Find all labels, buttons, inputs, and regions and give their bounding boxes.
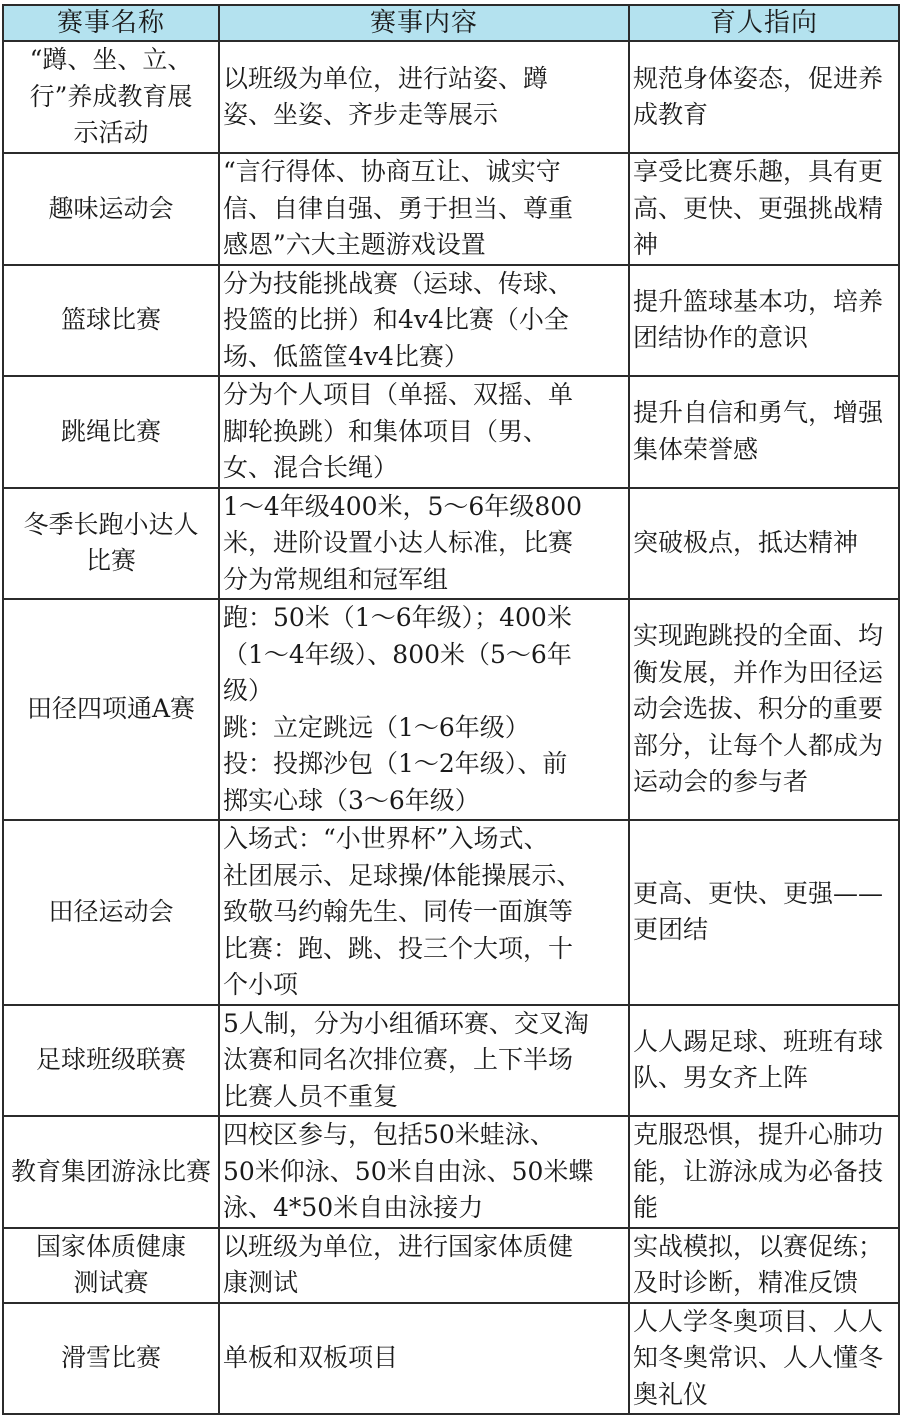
- table-row: [3, 1116, 899, 1228]
- event-content-cell: [219, 1116, 629, 1228]
- cell-text-line: 四校区参与，包括50米蛙泳、: [223, 1120, 555, 1149]
- event-name-cell: [3, 265, 219, 377]
- cell-text-line: 高、更快、更强挑战精: [633, 193, 884, 223]
- cell-text-line: 足球班级联赛: [35, 1045, 186, 1074]
- cell-text-line: 场、低篮筐4v4比赛）: [223, 341, 469, 371]
- cell-text-line: 信、自律自强、勇于担当、尊重: [223, 193, 574, 223]
- cell-text-line: 部分，让每个人都成为: [633, 730, 884, 760]
- cell-text-line: 姿、坐姿、齐步走等展示: [223, 100, 499, 129]
- header-row: [3, 5, 899, 41]
- events-table: [2, 4, 900, 1415]
- cell-text-line: 田径运动会: [48, 897, 174, 926]
- cell-text-line: 康测试: [223, 1268, 299, 1297]
- cell-text-line: 突破极点，抵达精神: [633, 528, 859, 557]
- event-name-cell: [3, 820, 219, 1005]
- cell-text-line: 知冬奥常识、人人懂冬: [633, 1343, 884, 1372]
- table-row: [3, 41, 899, 153]
- table-row: [3, 265, 899, 377]
- cell-text-line: 动会选拔、积分的重要: [633, 694, 884, 724]
- cell-text-line: 脚轮换跳）和集体项目（男、: [223, 416, 549, 446]
- cell-text-line: 5人制，分为小组循环赛、交叉淘: [223, 1008, 589, 1038]
- event-name-cell: [3, 41, 219, 153]
- cell-text-line: 提升自信和勇气，增强: [633, 398, 884, 428]
- cell-text-line: 规范身体姿态，促进养: [633, 63, 884, 93]
- event-content-cell: [219, 265, 629, 377]
- cell-text-line: 提升篮球基本功，培养: [633, 286, 884, 316]
- cell-text-line: 比赛：跑、跳、投三个大项，十: [223, 933, 574, 963]
- cell-text-line: 社团展示、足球操/体能操展示、: [223, 860, 582, 890]
- cell-text-line: 女、混合长绳）: [223, 453, 399, 482]
- cell-text-line: 致敬马约翰先生、同传一面旗等: [223, 897, 574, 926]
- educational-purpose-cell: [629, 1303, 899, 1415]
- sports-events-table: [0, 4, 900, 1409]
- educational-purpose-cell: [629, 41, 899, 153]
- cell-text-line: 投：投掷沙包（1～2年级）、前: [223, 749, 568, 778]
- cell-text-line: 1～4年级400米，5～6年级800: [223, 491, 583, 521]
- cell-text-line: 以班级为单位，进行国家体质健: [223, 1231, 574, 1261]
- cell-text-line: “蹲、坐、立、: [29, 45, 193, 75]
- event-content-cell: [219, 1005, 629, 1117]
- cell-text-line: 跳：立定跳远（1～6年级）: [223, 712, 530, 742]
- cell-text-line: 成教育: [633, 100, 709, 129]
- table-row: [3, 1228, 899, 1303]
- event-name-cell: [3, 1303, 219, 1415]
- table-row: [3, 153, 899, 265]
- cell-text-line: 比赛人员不重复: [223, 1081, 399, 1111]
- cell-text-line: 泳、4*50米自由泳接力: [223, 1193, 484, 1222]
- cell-text-line: 队、男女齐上阵: [633, 1063, 809, 1093]
- header-event-content: 赛事内容: [219, 5, 629, 41]
- table-row: [3, 820, 899, 1005]
- table-row: [3, 376, 899, 488]
- cell-text-line: 衡发展，并作为田径运: [633, 657, 884, 687]
- cell-text-line: 趣味运动会: [48, 193, 174, 223]
- table-body: [3, 41, 899, 1414]
- cell-text-line: 更高、更快、更强——: [633, 878, 884, 908]
- cell-text-line: 克服恐惧，提升心肺功: [633, 1120, 884, 1149]
- educational-purpose-cell: [629, 376, 899, 488]
- table-row: [3, 488, 899, 600]
- event-content-cell: [219, 41, 629, 153]
- cell-text-line: 单板和双板项目: [223, 1343, 399, 1372]
- event-content-cell: [219, 820, 629, 1005]
- event-name-cell: [3, 1005, 219, 1117]
- cell-text-line: 级）: [223, 676, 274, 705]
- cell-text-line: 以班级为单位，进行站姿、蹲: [223, 63, 549, 93]
- cell-text-line: 团结协作的意识: [633, 323, 809, 353]
- cell-text-line: 实战模拟，以赛促练；: [633, 1231, 884, 1261]
- cell-text-line: 冬季长跑小达人: [23, 509, 199, 539]
- cell-text-line: 个小项: [223, 970, 299, 999]
- educational-purpose-cell: [629, 1116, 899, 1228]
- cell-text-line: 掷实心球（3～6年级）: [223, 785, 480, 815]
- cell-text-line: 米，进阶设置小达人标准，比赛: [223, 528, 574, 557]
- event-content-cell: [219, 1303, 629, 1415]
- cell-text-line: 跑：50米（1～6年级）；400米: [223, 603, 572, 632]
- event-content-cell: [219, 1228, 629, 1303]
- cell-text-line: 国家体质健康: [35, 1231, 186, 1261]
- cell-text-line: 能: [633, 1193, 659, 1222]
- educational-purpose-cell: [629, 599, 899, 820]
- event-name-cell: [3, 153, 219, 265]
- cell-text-line: （1～4年级）、800米（5～6年: [223, 639, 572, 669]
- table-row: [3, 1303, 899, 1415]
- cell-text-line: 享受比赛乐趣，具有更: [633, 157, 884, 186]
- cell-text-line: 分为技能挑战赛（运球、传球、: [223, 268, 574, 298]
- cell-text-line: “言行得体、协商互让、诚实守: [223, 157, 561, 186]
- cell-text-line: 示活动: [73, 118, 149, 148]
- cell-text-line: 50米仰泳、50米自由泳、50米蝶: [223, 1156, 594, 1186]
- cell-text-line: 测试赛: [73, 1268, 149, 1297]
- cell-text-line: 运动会的参与者: [633, 767, 809, 797]
- cell-text-line: 汰赛和同名次排位赛，上下半场: [223, 1045, 574, 1074]
- event-name-cell: [3, 599, 219, 820]
- event-content-cell: [219, 488, 629, 600]
- header-event-name: 赛事名称: [3, 5, 219, 41]
- table-row: [3, 599, 899, 820]
- cell-text-line: 实现跑跳投的全面、均: [633, 621, 884, 651]
- table-header: [3, 5, 899, 41]
- cell-text-line: 田径四项通A赛: [26, 694, 196, 724]
- cell-text-line: 人人踢足球、班班有球: [633, 1026, 884, 1056]
- cell-text-line: 入场式：“小世界杯”入场式、: [223, 824, 549, 853]
- header-educational-purpose: 育人指向: [629, 5, 899, 41]
- educational-purpose-cell: [629, 1005, 899, 1117]
- cell-text-line: 神: [633, 230, 659, 259]
- cell-text-line: 人人学冬奥项目、人人: [633, 1306, 884, 1336]
- cell-text-line: 投篮的比拼）和4v4比赛（小全: [223, 305, 569, 334]
- educational-purpose-cell: [629, 488, 899, 600]
- cell-text-line: 更团结: [633, 915, 709, 945]
- educational-purpose-cell: [629, 820, 899, 1005]
- cell-text-line: 感恩”六大主题游戏设置: [223, 230, 486, 259]
- table-row: [3, 1005, 899, 1117]
- cell-text-line: 集体荣誉感: [633, 434, 759, 464]
- cell-text-line: 能，让游泳成为必备技: [633, 1156, 884, 1186]
- event-name-cell: [3, 376, 219, 488]
- cell-text-line: 分为常规组和冠军组: [223, 564, 449, 594]
- cell-text-line: 教育集团游泳比赛: [10, 1156, 211, 1186]
- event-content-cell: [219, 153, 629, 265]
- cell-text-line: 篮球比赛: [60, 305, 161, 334]
- cell-text-line: 及时诊断，精准反馈: [633, 1268, 859, 1297]
- event-name-cell: [3, 1228, 219, 1303]
- event-name-cell: [3, 1116, 219, 1228]
- educational-purpose-cell: [629, 265, 899, 377]
- cell-text-line: 行”养成教育展: [29, 81, 193, 111]
- cell-text-line: 跳绳比赛: [60, 416, 161, 446]
- cell-text-line: 分为个人项目（单摇、双摇、单: [223, 380, 574, 409]
- cell-text-line: 比赛: [85, 546, 136, 576]
- cell-text-line: 奥礼仪: [633, 1379, 709, 1409]
- cell-text-line: 滑雪比赛: [60, 1343, 161, 1372]
- educational-purpose-cell: [629, 153, 899, 265]
- educational-purpose-cell: [629, 1228, 899, 1303]
- event-name-cell: [3, 488, 219, 600]
- event-content-cell: [219, 599, 629, 820]
- event-content-cell: [219, 376, 629, 488]
